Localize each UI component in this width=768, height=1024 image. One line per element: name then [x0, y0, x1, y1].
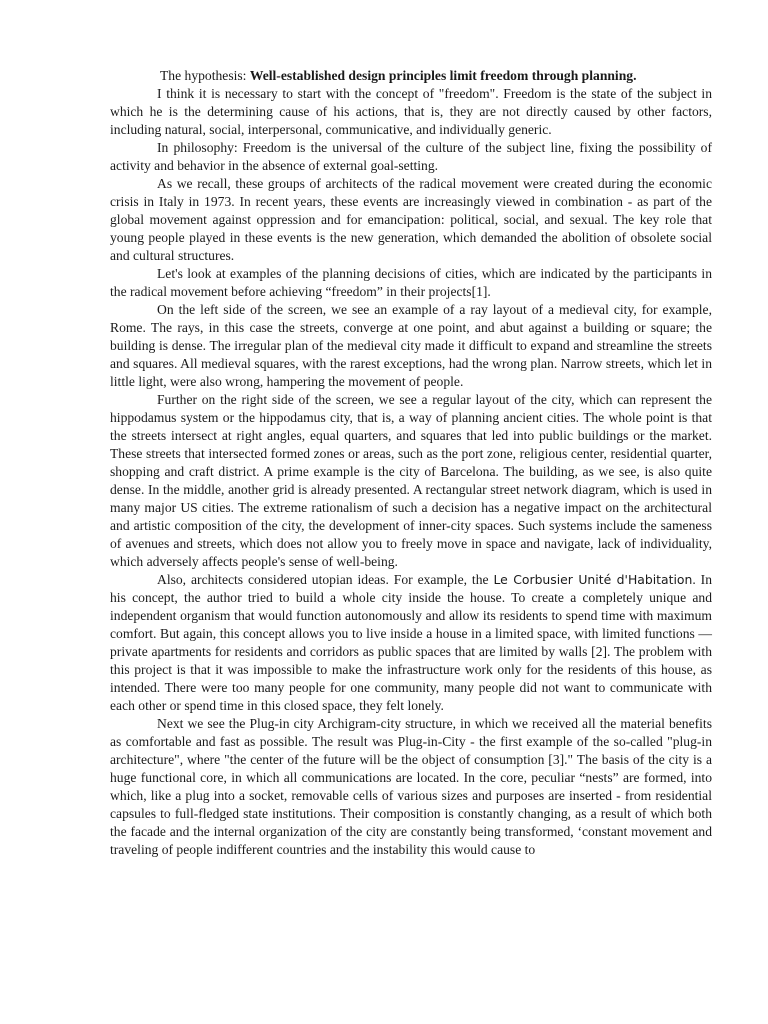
- title-prefix: The hypothesis:: [160, 68, 250, 83]
- paragraph-philosophy: In philosophy: Freedom is the universal of the culture of the subject line, fixing the possibility of activity and behavior in the absence of external goal-setting.: [110, 140, 712, 173]
- hypothesis-title: [160, 67, 712, 85]
- utopian-text-before: Also, architects considered utopian ideas. For example, the: [157, 572, 494, 587]
- paragraph-medieval-city: On the left side of the screen, we see an example of a ray layout of a medieval city, for example, Rome. The rays, in this case the streets, converge at one point, and abut against a building or square; the building is dense. The irregular plan of the medieval city made it difficult to expand and streamline the streets and squares. All medieval squares, with the rarest exceptions, had the wrong plan. Narrow streets, which let in little light, were also wrong, hampering the movement of people.: [110, 302, 712, 389]
- title-bold: Well-established design principles limit freedom through planning.: [249, 68, 637, 83]
- unite-habitation-name: Le Corbusier Unité d'Habitation: [493, 572, 693, 587]
- paragraph-regular-layout: Further on the right side of the screen, we see a regular layout of the city, which can represent the hippodamus system or the hippodamus city, that is, a way of planning ancient cities. The whole point is that the streets intersect at right angles, equal quarters, and squares that led into public buildings or the market. These streets that intersected formed zones or areas, such as the port zone, religious center, residential quarter, shopping and craft district. A prime example is the city of Barcelona. The building, as we see, is also quite dense. In the middle, another grid is already presented. A rectangular street network diagram, which is used in many major US cities. The extreme rationalism of such a decision has a negative impact on the architectural and artistic composition of the city, the development of inner-city spaces. Such systems include the sameness of avenues and streets, which does not allow you to freely move in space and navigate, lack of individuality, which adversely affects people's sense of well-being.: [110, 392, 712, 569]
- utopian-text-after: . In his concept, the author tried to build a whole city inside the house. To create a completely unique and independent organism that would function autonomously and allow its residents to spend time with maximum comfort. But again, this concept allows you to live inside a house in a limited space, with limited functions — private apartments for residents and corridors as public spaces that are limited by walls [2]. The problem with this project is that it was impossible to make the infrastructure work only for the residents of this house, as intended. There were too many people for one community, many people did not want to communicate with each other or spend time in this closed space, they felt lonely.: [110, 572, 713, 713]
- paragraph-plug-in-city: Next we see the Plug-in city Archigram-city structure, in which we received all the material benefits as comfortable and fast as possible. The result was Plug-in-City - the first example of the so-called "plug-in architecture", where "the center of the future will be the object of consumption [3]." The basis of the city is a huge functional core, in which all communications are located. In the core, peculiar “nests” are formed, into which, like a plug into a socket, removable cells of various sizes and purposes are inserted - from residential capsules to full-fledged state institutions. Their composition is constantly changing, as a result of which both the facade and the internal organization of the city are constantly being transformed, ‘constant movement and traveling of people indifferent countries and the instability this would cause to: [110, 716, 712, 857]
- paragraph-utopian-ideas: [110, 571, 712, 715]
- paragraph-freedom-concept: I think it is necessary to start with the concept of "freedom". Freedom is the state of the subject in which he is the determining cause of his actions, that is, they are not directly caused by other factors, including natural, social, interpersonal, communicative, and individually generic.: [110, 86, 712, 137]
- paragraph-radical-movement: As we recall, these groups of architects of the radical movement were created during the economic crisis in Italy in 1973. In recent years, these events are increasingly viewed in combination - as part of the global movement against oppression and for emancipation: political, social, and sexual. The key role that young people played in these events is the new generation, which demanded the abolition of obsolete social and cultural structures.: [110, 176, 712, 263]
- paragraph-planning-decisions: Let's look at examples of the planning decisions of cities, which are indicated by the participants in the radical movement before achieving “freedom” in their projects[1].: [110, 266, 712, 299]
